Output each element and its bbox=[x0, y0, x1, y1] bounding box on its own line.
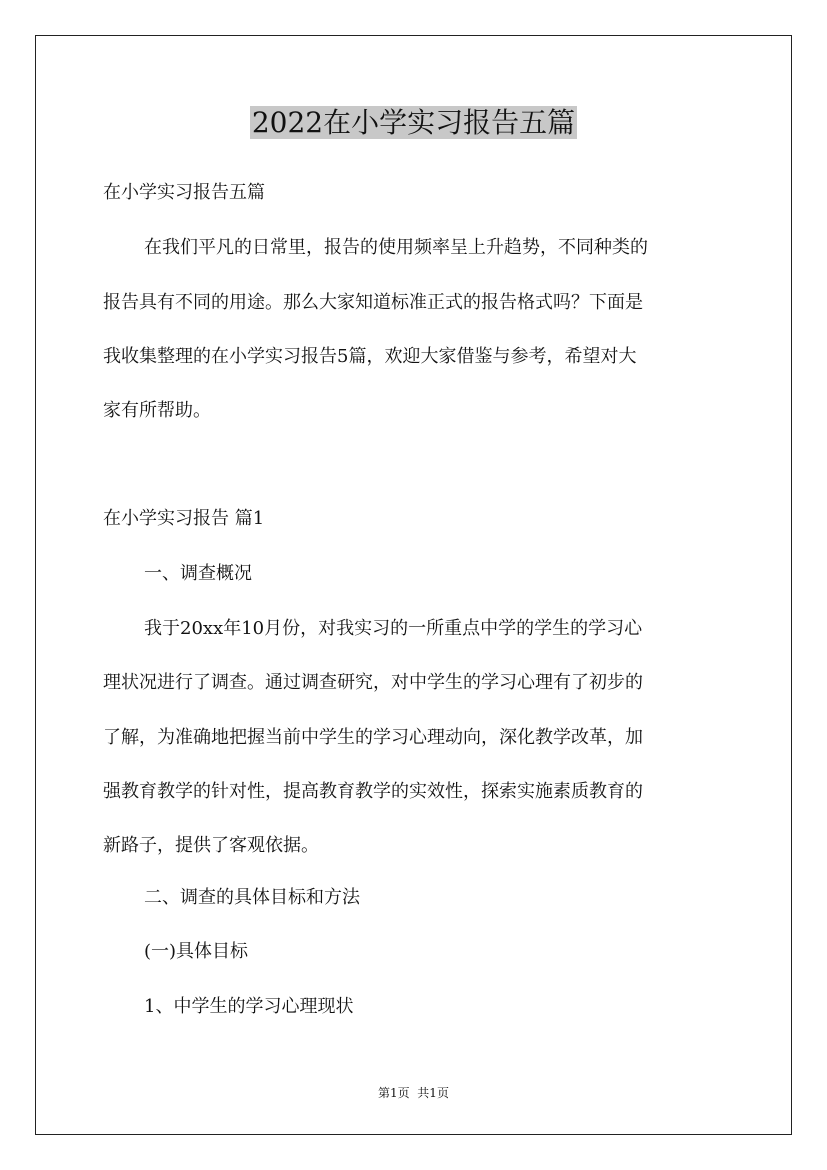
intro-line: 家有所帮助。 bbox=[103, 400, 211, 421]
paragraph-line: 了解，为准确地把握当前中学生的学习心理动向，深化教学改革，加 bbox=[103, 727, 643, 748]
document-title-text: 2022在小学实习报告五篇 bbox=[251, 106, 576, 139]
intro-line: 在我们平凡的日常里，报告的使用频率呈上升趋势，不同种类的 bbox=[144, 237, 648, 258]
document-title bbox=[0, 103, 827, 143]
list-item: 1、中学生的学习心理现状 bbox=[144, 996, 354, 1017]
paragraph-line: 我于20xx年10月份，对我实习的一所重点中学的学生的学习心 bbox=[144, 618, 643, 639]
page-number: 第1页 共1页 bbox=[378, 1086, 449, 1100]
heading-goals-methods: 二、调查的具体目标和方法 bbox=[144, 887, 360, 908]
paragraph-line: 强教育教学的针对性，提高教育教学的实效性，探索实施素质教育的 bbox=[103, 781, 643, 802]
heading-survey-overview: 一、调查概况 bbox=[144, 563, 252, 584]
paragraph-line: 理状况进行了调查。通过调查研究，对中学生的学习心理有了初步的 bbox=[103, 672, 643, 693]
intro-line: 报告具有不同的用途。那么大家知道标准正式的报告格式吗？下面是 bbox=[103, 292, 643, 313]
heading-specific-goals: (一)具体目标 bbox=[144, 941, 249, 962]
intro-line: 我收集整理的在小学实习报告5篇，欢迎大家借鉴与参考，希望对大 bbox=[103, 346, 637, 367]
paragraph-line: 新路子，提供了客观依据。 bbox=[103, 835, 319, 856]
section-heading: 在小学实习报告 篇1 bbox=[103, 508, 265, 529]
document-subtitle: 在小学实习报告五篇 bbox=[103, 182, 265, 203]
